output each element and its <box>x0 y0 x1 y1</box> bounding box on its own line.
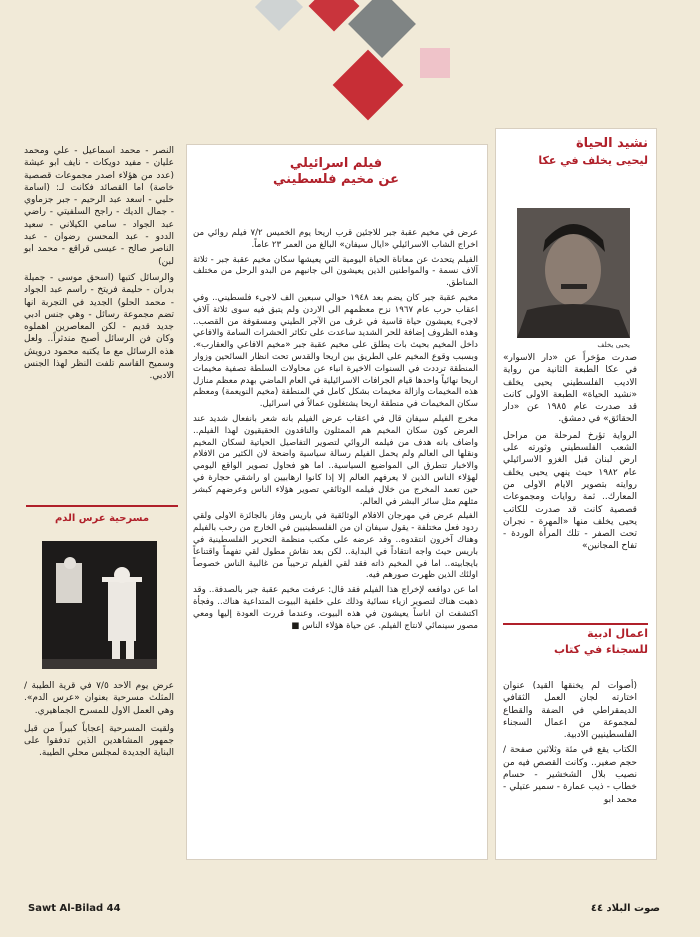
play-title-block <box>26 502 178 525</box>
play-illustration <box>42 541 157 669</box>
film-title-block <box>190 158 482 187</box>
prisoners-paragraph-1: (أصوات لم يخنقها القيد) عنوان اختارته لجان العمل الثقافي الديمقراطي في الضفة والقطاع لمجموعة من اعمال السجناء الفلسطينيين الادبية. <box>503 681 637 741</box>
play-paragraph-1: عرض يوم الاحد ٧/٥ في قرية الطيبة / المثلث مسرحية بعنوان «عرس الدم». وهي العمل الاول للمسرح الجماهيري. <box>24 681 174 716</box>
film-subtitle: عن مخيم فلسطيني <box>272 172 400 188</box>
play-title: مسرحية عرس الدم <box>54 513 150 524</box>
nasheed-body <box>503 352 637 553</box>
portrait-illustration <box>517 208 630 338</box>
decor-square-gray <box>348 0 416 58</box>
film-paragraph-6: اما عن دوافعه لإخراج هذا الفيلم فقد قال: عرفت مخيم عقبة جبر بالصدفة.. وقد ذهبت هناك لتصوير ازياء نسائية وذلك على خلفية البيوت المتداعية هناك.. وفجأة اكتشفت ان اناساً يعيشون في هذه البيوت، وعندما قررت العودة إليها ومعي مصور سينمائي لانتاج الفيلم. عن حياة هؤلاء الناس ■ <box>193 585 478 631</box>
footer-right: صوت البلاد ٤٤ <box>590 903 660 914</box>
decor-square-light <box>255 0 303 31</box>
play-rule <box>26 505 178 507</box>
nasheed-title: نشيد الحياة <box>575 136 648 151</box>
prisoners-body <box>503 680 637 806</box>
film-body <box>193 228 478 632</box>
prisoners-paragraph-2: الكتاب يقع في مئة وثلاثين صفحة / حجم صغير.. وكانت القصص فيه من نصيب بلال الشخشير - حسام خطاب - ذيب عمارة - سمير عتيلي - محمد ابو <box>503 745 637 805</box>
film-paragraph-1: عرض في مخيم عقبة جبر للاجئين قرب اريحا يوم الخميس ٧/٢ فيلم روائي من اخراج الشاب الاسرائيلي «ايال سيفان» البالغ من العمر ٢٣ عاماً. <box>193 228 478 250</box>
nasheed-paragraph-2: الرواية تؤرخ لمرحلة من مراحل الشعب الفلسطيني وثورته على ارض لبنان قبل الغزو الاسرائيلي عام ١٩٨٢ حيث ينهي يحيى يخلف روايته بتصوير الايام الاولى من المعارك.. ثمة روايات ومجموعات قصصية كانت قد صدرت للكاتب يحيى يخلف منها «المهرة - نجران تحت الصفر - تلك المرأة الوردة - تفاح المجانين» <box>503 430 638 552</box>
film-paragraph-5: الفيلم عرض في مهرجان الافلام الوثائقية في باريس وفاز بالجائزة الاولى ولقي ردود فعل مختلفة - يقول سيفان ان من الفلسطينيين في الخارج من رحب بالفيلم وهناك آخرون انتقدوه.. وقد عرضه على مكتب منظمة التحرير الفلسطينية في باريس حيث واجه انتقاداً في البداية.. لكن بعد نقاش مطول لقي تفهماً واقتناعاً بايجابيته.. اما في المخيم ذاته فقد لقي الفيلم ترحيباً من غالبية الناس خصوصاً اولئك الذين ظهرت صورهم فيه. <box>193 511 478 581</box>
prisoners-section <box>503 620 648 657</box>
decor-square-red <box>333 50 404 121</box>
portrait-caption: يحيى يخلف <box>597 341 630 349</box>
continued-paragraph-1: النصر - محمد اسماعيل - علي ومحمد عليان - مفيد دويكات - نايف ابو عيشة (عدد من هؤلاء اصدر مجموعات قصصية خاصة) اما القصائد فكانت لـ: (اسامة حلبي - اسعد عبد الرحيم - جبر جزماوي - جمال الديك - راجح السلفيتي - راضي عبد الجواد - سامي الكيلاني - سعيد الددو - عبد المحسن رضوان - عبد الناصر صالح - عيسى قراقع - محمد ابو لبن) <box>24 146 174 267</box>
prisoners-rule <box>503 623 648 625</box>
film-paragraph-2: الفيلم يتحدث عن معاناة الحياة اليومية التي يعيشها سكان مخيم عقبة جبر - ثلاثة آلاف نسمة - والمواطنين الذين يعيشون الى جانبهم من البدو الرحل من مختلف المناطق. <box>193 254 478 289</box>
portrait-photo <box>517 208 630 338</box>
play-body <box>24 680 174 760</box>
continued-paragraph-2: والرسائل كتبها (اسحق موسى - جميلة بدران - حليمة فريتخ - راسم عبد الجواد - محمد الحلو) الجديد في التجربة انها تضم مجموعة رسائل - وهي جنس ادبي جديد قديم - لكن المعاصرين اهملوه وكان فن الرسائل أصبح مندثراً.. ولعل هذه الرسائل مع ما يكتبه محمود درويش وسميح القاسم تلفت النظر لهذا الجنس الادبي. <box>24 272 174 382</box>
prisoners-continued <box>24 145 174 383</box>
film-paragraph-3: مخيم عقبة جبر كان يضم بعد ١٩٤٨ حوالي سبعين الف لاجىء فلسطيني.. وفي اعقاب حرب عام ١٩٦٧ نزح معظمهم الى الاردن ولم يتبق فيه سوى ثلاثة آلاف لاجىء يعيشون حياة قاسية في غرف من الآجر الطيني ومسقوفة من القصب.. وهذه الظروف إضافة للحر الشديد ساعدت على تكاثر الحشرات السامة والافاعي داخل المخيم بحيث بات يطلق على مخيم عقبة جبر «مخيم الافاعي والعقارب». وبسبب وقوع المخيم على الطريق بين اريحا والقدس تحت انظار السائحين وزوار المنطقة ترددت في السنوات الاخيرة انباء عن محاولات السلطة تصفية مخيمات اريحا نهائياً واحدها قيام الجرافات الاسرائيلية في العام الماضي بهدم معظم منازل هذه المخيمات وازالة مخيمات بشكل كامل في المنطقة (مخيم النويعمة) ومعظم سكان المخيمات في منطقة اريحا يشتغلون عمالاً في اسرائيل. <box>193 292 479 410</box>
footer-left: Sawt Al-Bilad 44 <box>28 903 121 914</box>
decor-square-pink <box>420 48 450 78</box>
nasheed-section <box>503 138 648 168</box>
nasheed-subtitle: ليحيى يخلف في عكا <box>538 154 648 168</box>
film-paragraph-4: مخرج الفيلم سيفان قال في اعقاب عرض الفيلم بانه شعر بانفعال شديد عند العرض كون سكان المخيم هم الممثلون والناقدون الحقيقيون لهذا الفيلم.. واضاف بانه هدف من فيلمه الروائي لتصوير التفاصيل الحياتية لسكان المخيم ونقلها الى العالم ولم يحمل الفيلم رسالة سياسية واضحة لان الكثير من الافلام والاخبار تتطرق الى المواضيع السياسية.. اما هو فحاول تصوير الواقع اليومي لهؤلاء الناس الذين لا يعرفهم العالم إلا إذا كانوا ارهابيين او راشقي حجارة في حين تعمد المخرج من خلال فيلمه الوثائقي تصوير هؤلاء الناس وعرضهم كبشر مثلهم مثل سائر البشر في العالم. <box>193 413 478 507</box>
prisoners-subtitle: للسجناء في كتاب <box>553 643 648 657</box>
play-paragraph-2: ولقيت المسرحية إعجاباً كبيراً من قبل جمهور المشاهدين الذين تدفقوا على البناية الجديدة لمجلس محلي الطيبة. <box>24 723 174 759</box>
play-photo <box>42 541 157 669</box>
nasheed-paragraph-1: صدرت مؤخراً عن «دار الاسوار» في عكا الطبعة الثانية من رواية الاديب الفلسطيني يحيى يخلف «نشيد الحياة» الطبعة الاولى كانت قد صدرت عام ١٩٨٥ عن «دار الحقائق» في دمشق. <box>503 353 637 425</box>
prisoners-title: اعمال ادبية <box>587 627 648 640</box>
film-title: فيلم اسرائيلي <box>289 156 383 171</box>
